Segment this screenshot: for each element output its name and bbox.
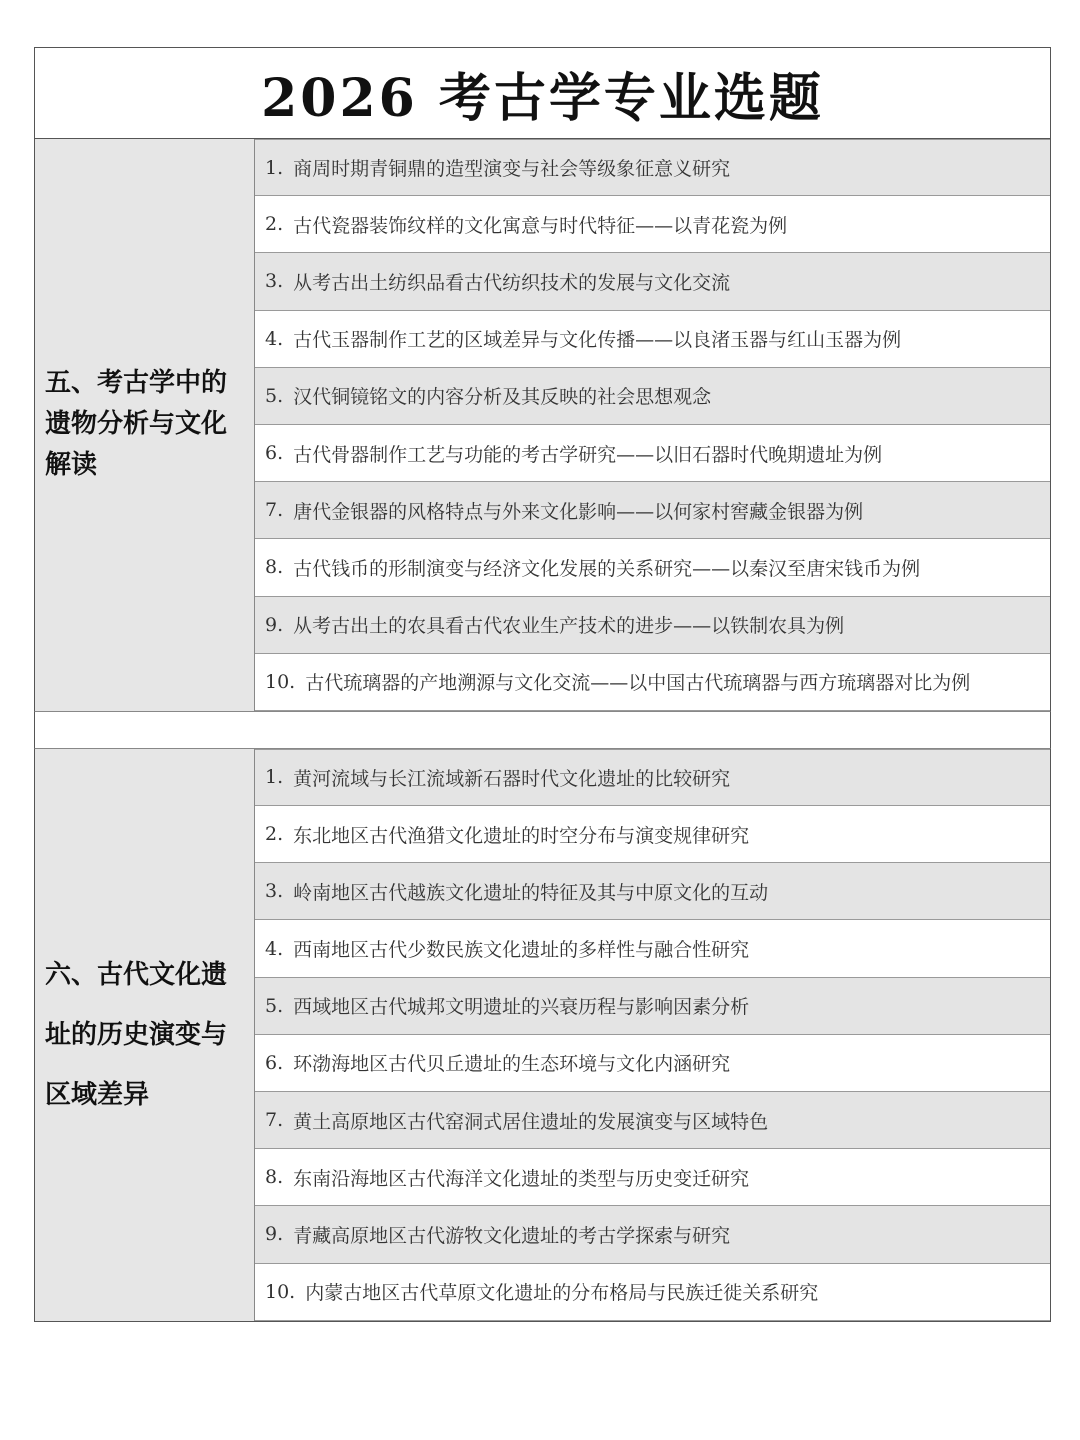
- topic-number: 5.: [265, 994, 284, 1017]
- section-heading-5: [35, 139, 255, 711]
- topic-row: [255, 863, 1050, 920]
- topic-number: 3.: [265, 880, 284, 903]
- topic-row: [255, 253, 1050, 310]
- topic-row: [255, 1092, 1050, 1149]
- topic-row: [255, 920, 1050, 977]
- topic-row: [255, 654, 1050, 711]
- topic-number: 4.: [265, 937, 284, 960]
- section-items-5: [255, 139, 1050, 711]
- topic-number: 9.: [265, 1223, 284, 1246]
- topic-row: [255, 1035, 1050, 1092]
- topic-number: 1.: [265, 766, 284, 789]
- title-row: [34, 47, 1051, 139]
- topic-text: 从考古出土纺织品看古代纺织技术的发展与文化交流: [293, 271, 731, 294]
- topic-number: 6.: [265, 1051, 284, 1074]
- topic-number: 1.: [265, 156, 284, 179]
- topic-text: 东北地区古代渔猎文化遗址的时空分布与演变规律研究: [293, 824, 750, 847]
- topic-number: 5.: [265, 384, 284, 407]
- topic-row: [255, 196, 1050, 253]
- section-heading-text: 六、古代文化遗址的历史演变与区域差异: [45, 959, 228, 1110]
- topic-number: 2.: [265, 823, 284, 846]
- section-items-6: [255, 749, 1050, 1321]
- topic-text: 青藏高原地区古代游牧文化遗址的考古学探索与研究: [293, 1224, 731, 1247]
- topic-row: [255, 368, 1050, 425]
- topic-row: [255, 539, 1050, 596]
- topic-text: 西南地区古代少数民族文化遗址的多样性与融合性研究: [293, 939, 750, 962]
- topic-number: 10.: [265, 670, 296, 693]
- topic-row: [255, 597, 1050, 654]
- topic-number: 8.: [265, 1166, 284, 1189]
- section-5: [34, 139, 1051, 711]
- topic-text: 东南沿海地区古代海洋文化遗址的类型与历史变迁研究: [293, 1167, 750, 1190]
- topic-number: 4.: [265, 327, 284, 350]
- topic-number: 10.: [265, 1280, 296, 1303]
- topic-text: 古代骨器制作工艺与功能的考古学研究——以旧石器时代晚期遗址为例: [293, 443, 883, 466]
- topic-text: 黄河流域与长江流域新石器时代文化遗址的比较研究: [293, 767, 731, 790]
- page-title: 2026 考古学专业选题: [261, 67, 824, 129]
- topic-text: 古代琉璃器的产地溯源与文化交流——以中国古代琉璃器与西方琉璃器对比为例: [305, 672, 971, 695]
- topic-row: [255, 425, 1050, 482]
- topic-text: 唐代金银器的风格特点与外来文化影响——以何家村窖藏金银器为例: [293, 500, 864, 523]
- topic-text: 西域地区古代城邦文明遗址的兴衰历程与影响因素分析: [293, 996, 750, 1019]
- topic-text: 岭南地区古代越族文化遗址的特征及其与中原文化的互动: [293, 881, 769, 904]
- topic-number: 8.: [265, 556, 284, 579]
- topic-text: 黄土高原地区古代窑洞式居住遗址的发展演变与区域特色: [293, 1110, 769, 1133]
- topic-number: 7.: [265, 499, 284, 522]
- topic-text: 汉代铜镜铭文的内容分析及其反映的社会思想观念: [293, 386, 712, 409]
- section-divider: [34, 711, 1051, 749]
- topic-text: 商周时期青铜鼎的造型演变与社会等级象征意义研究: [293, 158, 731, 181]
- topic-number: 9.: [265, 613, 284, 636]
- topic-row: [255, 482, 1050, 539]
- section-heading-6: [35, 749, 255, 1321]
- topic-row: [255, 1206, 1050, 1263]
- topic-text: 内蒙古地区古代草原文化遗址的分布格局与民族迁徙关系研究: [305, 1282, 819, 1305]
- topic-row: [255, 1264, 1050, 1321]
- topic-row: [255, 1149, 1050, 1206]
- topic-number: 2.: [265, 213, 284, 236]
- topic-text: 从考古出土的农具看古代农业生产技术的进步——以铁制农具为例: [293, 615, 845, 638]
- topic-number: 6.: [265, 442, 284, 465]
- topic-row: [255, 139, 1050, 196]
- topic-text: 环渤海地区古代贝丘遗址的生态环境与文化内涵研究: [293, 1053, 731, 1076]
- topic-row: [255, 311, 1050, 368]
- topic-text: 古代玉器制作工艺的区域差异与文化传播——以良渚玉器与红山玉器为例: [293, 329, 902, 352]
- topic-text: 古代钱币的形制演变与经济文化发展的关系研究——以秦汉至唐宋钱币为例: [293, 557, 921, 580]
- section-6: [34, 749, 1051, 1322]
- topic-table: [34, 47, 1051, 1322]
- topic-number: 7.: [265, 1109, 284, 1132]
- topic-row: [255, 806, 1050, 863]
- section-heading-text: 五、考古学中的遗物分析与文化解读: [45, 368, 228, 481]
- topic-row: [255, 749, 1050, 806]
- topic-number: 3.: [265, 270, 284, 293]
- topic-text: 古代瓷器装饰纹样的文化寓意与时代特征——以青花瓷为例: [293, 214, 788, 237]
- topic-row: [255, 978, 1050, 1035]
